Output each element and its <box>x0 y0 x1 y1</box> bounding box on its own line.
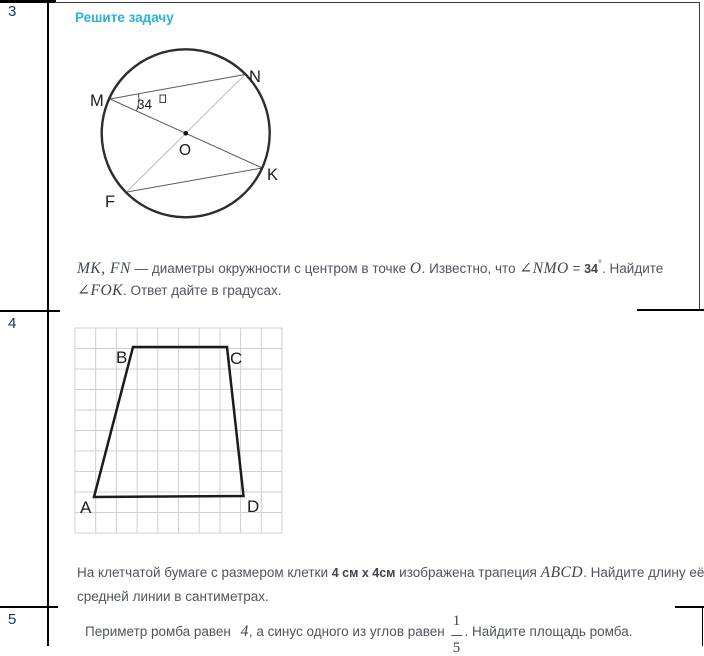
math-MK-FN: MK, FN <box>77 260 131 277</box>
text-segment: . Ответ дайте в градусах. <box>123 283 282 298</box>
problem3-text-line1 <box>77 255 663 279</box>
text-segment: . Найдите площадь ромба. <box>464 624 633 639</box>
vertex-A-label: A <box>80 498 92 517</box>
center-dot <box>183 131 188 136</box>
math-perimeter-value: 4 <box>240 623 249 640</box>
row4-row5-divider-left <box>0 606 58 608</box>
degree-symbol: ° <box>598 259 603 270</box>
problem5-text <box>85 613 633 656</box>
vertex-B-label: B <box>116 348 128 367</box>
right-border-row5 <box>702 606 704 646</box>
problem4-text-line2 <box>77 587 269 607</box>
text-segment: средней линии в сантиметрах. <box>77 589 269 604</box>
row-number-5: 5 <box>8 611 17 628</box>
point-K-label: K <box>267 166 279 184</box>
degree-mark <box>160 95 166 103</box>
row3-row4-divider-left <box>0 310 60 312</box>
point-M-label: M <box>90 92 104 110</box>
row3-row4-divider-right <box>637 309 704 311</box>
row4-row5-divider-right <box>675 606 704 608</box>
math-angle-NMO: ∠NMO <box>519 260 569 277</box>
task-header: Решите задачу <box>75 10 174 25</box>
row-number-3: 3 <box>8 3 17 20</box>
text-segment: , а синус одного из углов равен <box>248 624 449 639</box>
text-segment: = <box>568 261 585 276</box>
vertex-D-label: D <box>247 497 260 516</box>
problem4-text-line1 <box>77 563 704 583</box>
cell-size-text: 4 см x 4см <box>331 566 396 580</box>
text-segment: изображена трапеция <box>395 565 541 580</box>
right-border-row3 <box>699 2 700 310</box>
angle-value-text: 34 <box>584 262 599 276</box>
fraction-denominator: 5 <box>452 640 461 656</box>
math-angle-FOK: ∠FOK <box>77 282 123 299</box>
fraction-stack <box>451 608 463 656</box>
math-ABCD: ABCD <box>540 564 584 581</box>
math-O: O <box>409 260 422 277</box>
text-segment: — диаметры окружности с центром в точке <box>130 261 410 276</box>
text-segment: Периметр ромба равен <box>85 624 235 639</box>
vertex-C-label: C <box>230 349 243 368</box>
angle-value-label: 34 <box>137 97 153 112</box>
point-O-label: O <box>179 142 192 159</box>
fraction-numerator: 1 <box>451 608 463 636</box>
text-segment: . Найдите <box>602 261 664 276</box>
circle-diagram <box>85 45 287 231</box>
top-border <box>55 2 700 3</box>
fraction <box>449 613 465 656</box>
column-divider-line <box>47 0 49 646</box>
row-number-4: 4 <box>8 315 17 332</box>
problem3-text-line2 <box>77 281 282 301</box>
point-F-label: F <box>105 193 116 211</box>
point-N-label: N <box>249 68 261 86</box>
text-segment: . Найдите длину её <box>583 565 704 580</box>
trapezoid-diagram <box>74 327 285 536</box>
text-segment: На клетчатой бумаге с размером клетки <box>77 565 332 580</box>
text-segment: . Известно, что <box>421 261 520 276</box>
